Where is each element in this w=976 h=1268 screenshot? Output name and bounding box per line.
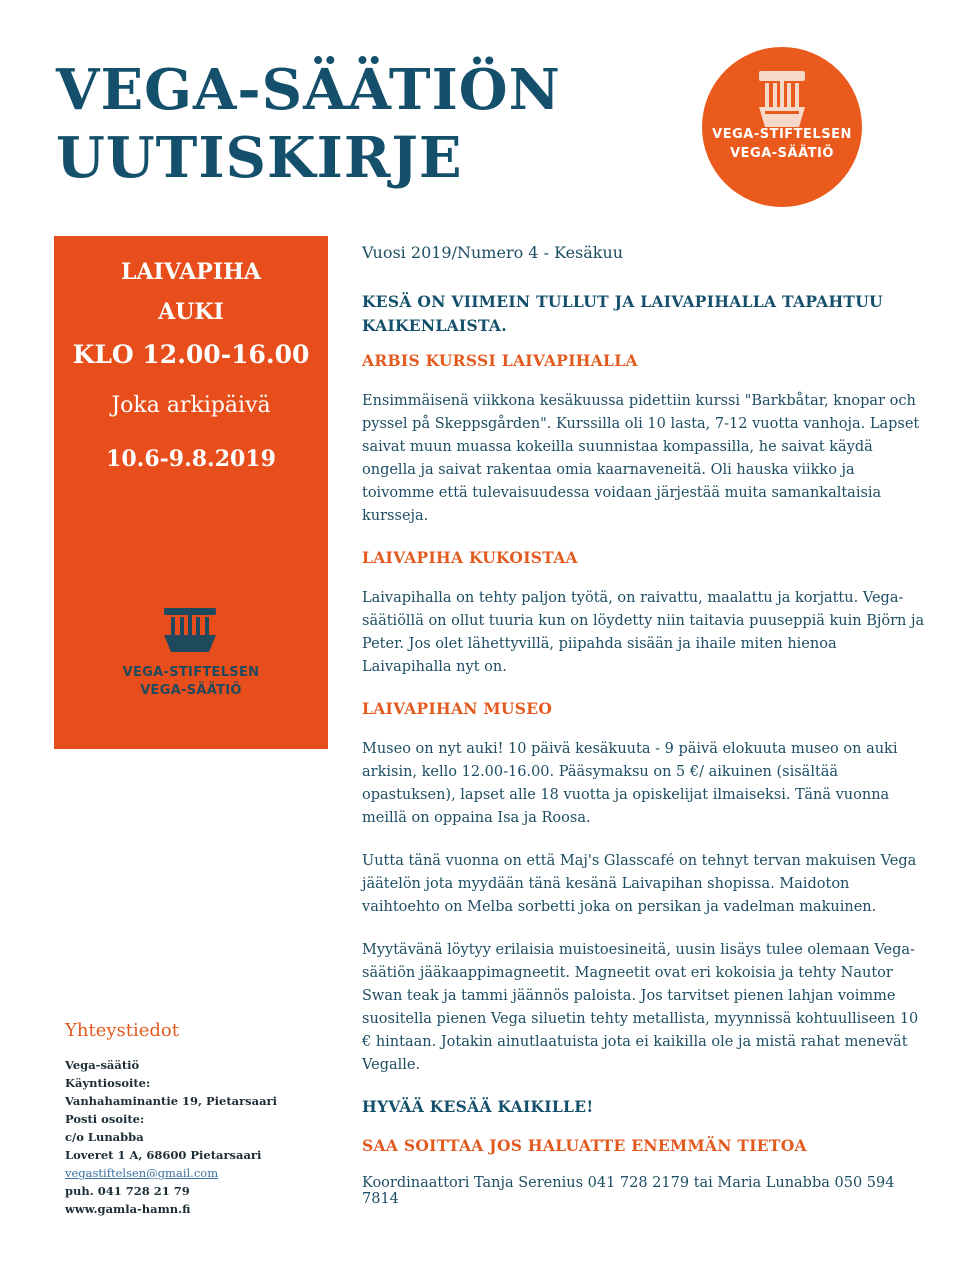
section-text-kukoistaa: Laivapihalla on tehty paljon työtä, on raivattu, maalattu ja korjattu. Vega-säätiöllä on ollut tuuria kun on löydetty niin taitavia puuseppiä kuin Björn ja Peter. Jos olet lähettyvillä, piipahda sisään ja ihaile miten hienoa Laivapihalla nyt on. <box>362 590 925 675</box>
title-line-2: UUTISKIRJE <box>56 125 463 191</box>
closing-greeting: HYVÄÄ KESÄÄ KAIKILLE! <box>362 1097 594 1116</box>
section-heading-museo: LAIVAPIHAN MUSEO <box>362 699 553 718</box>
newsletter-body <box>362 243 927 1207</box>
closing-call: SAA SOITTAA JOS HALUATTE ENEMMÄN TIETOA <box>362 1136 807 1155</box>
sidebar-hours: KLO 12.00-16.00 <box>72 340 310 369</box>
section-heading-kukoistaa: LAIVAPIHA KUKOISTAA <box>362 548 578 567</box>
sidebar-line-2: AUKI <box>158 299 224 325</box>
title-line-1: VEGA-SÄÄTIÖN <box>56 57 561 123</box>
coordinators-line: Koordinaattori Tanja Serenius 041 728 2179 tai Maria Lunabba 050 594 7814 <box>362 1175 895 1207</box>
contact-block <box>65 1056 325 1218</box>
section-text-museo-1: Museo on nyt auki! 10 päivä kesäkuuta - 9 päivä elokuuta museo on auki arkisin, kello 12.00-16.00. Pääsymaksu on 5 €/ aikuinen (sisältää opastuksen), lapset alle 18 vuotta ja opiskelijat ilmaiseksi. Tänä vuonna meillä on oppaina Isa ja Roosa. <box>362 741 898 826</box>
section-text-museo-3: Myytävänä löytyy erilaisia muistoesineitä, uusin lisäys tulee olemaan Vega-säätiön jääkaappimagneetit. Magneetit ovat eri kokoisia ja tehty Nautor Swan teak ja tammi jäännös paloista. Jos tarvitset pienen lahjan voimme suositella pienen Vega siluetin tehty metallista, myynnissä kohtuulliseen 10 € hintaan. Jotakin ainutlaatuista jota ei kaikilla ole ja mistä rahat menevät Vegalle. <box>362 942 919 1073</box>
newsletter-title <box>56 56 561 192</box>
sidebar-days: Joka arkipäivä <box>111 393 271 418</box>
contact-org: Vega-säätiö <box>65 1058 140 1072</box>
ship-icon <box>162 608 218 654</box>
contact-post-co: c/o Lunabba <box>65 1130 144 1144</box>
contact-website[interactable]: www.gamla-hamn.fi <box>65 1202 191 1216</box>
sidebar-logo-line-2: VEGA-SÄÄTIÖ <box>140 683 242 698</box>
sidebar-dates: 10.6-9.8.2019 <box>106 446 276 472</box>
opening-hours-box <box>54 236 328 749</box>
section-heading-arbis: ARBIS KURSSI LAIVAPIHALLA <box>362 351 638 370</box>
section-text-museo-2: Uutta tänä vuonna on että Maj's Glasscafé on tehnyt tervan makuisen Vega jäätelön jota myydään tänä kesänä Laivapihan shopissa. Maidoton vaihtoehto on Melba sorbetti joka on persikan ja vadelman makuinen. <box>362 853 917 915</box>
foundation-logo <box>702 47 862 207</box>
contact-visit-address: Vanhahaminantie 19, Pietarsaari <box>65 1094 277 1108</box>
issue-info: Vuosi 2019/Numero 4 - Kesäkuu <box>362 243 624 262</box>
logo-text-line-1: VEGA-STIFTELSEN <box>712 127 852 142</box>
contact-email-link[interactable]: vegastiftelsen@gmail.com <box>65 1166 219 1180</box>
contact-post-label: Posti osoite: <box>65 1112 145 1126</box>
contact-post-address: Loveret 1 A, 68600 Pietarsaari <box>65 1148 262 1162</box>
logo-text-line-2: VEGA-SÄÄTIÖ <box>730 146 834 161</box>
contact-phone: puh. 041 728 21 79 <box>65 1184 190 1198</box>
lead-heading: KESÄ ON VIIMEIN TULLUT JA LAIVAPIHALLA TAPAHTUU KAIKENLAISTA. <box>362 292 883 335</box>
contact-visit-label: Käyntiosoite: <box>65 1076 151 1090</box>
sidebar-line-1: LAIVAPIHA <box>121 259 261 285</box>
sidebar-logo-line-1: VEGA-STIFTELSEN <box>122 665 260 680</box>
contact-heading: Yhteystiedot <box>65 1020 180 1041</box>
section-text-arbis: Ensimmäisenä viikkona kesäkuussa pidettiin kurssi "Barkbåtar, knopar och pyssel på Skeppsgården". Kurssilla oli 10 lasta, 7-12 vuotta vanhoja. Lapset saivat muun muassa kokeilla suunnistaa kompassilla, he saivat käydä ongella ja saivat rakentaa omia kaarnaveneitä. Oli hauska viikko ja toivomme että tulevaisuudessa voidaan järjestää muita samankaltaisia kursseja. <box>362 393 920 524</box>
